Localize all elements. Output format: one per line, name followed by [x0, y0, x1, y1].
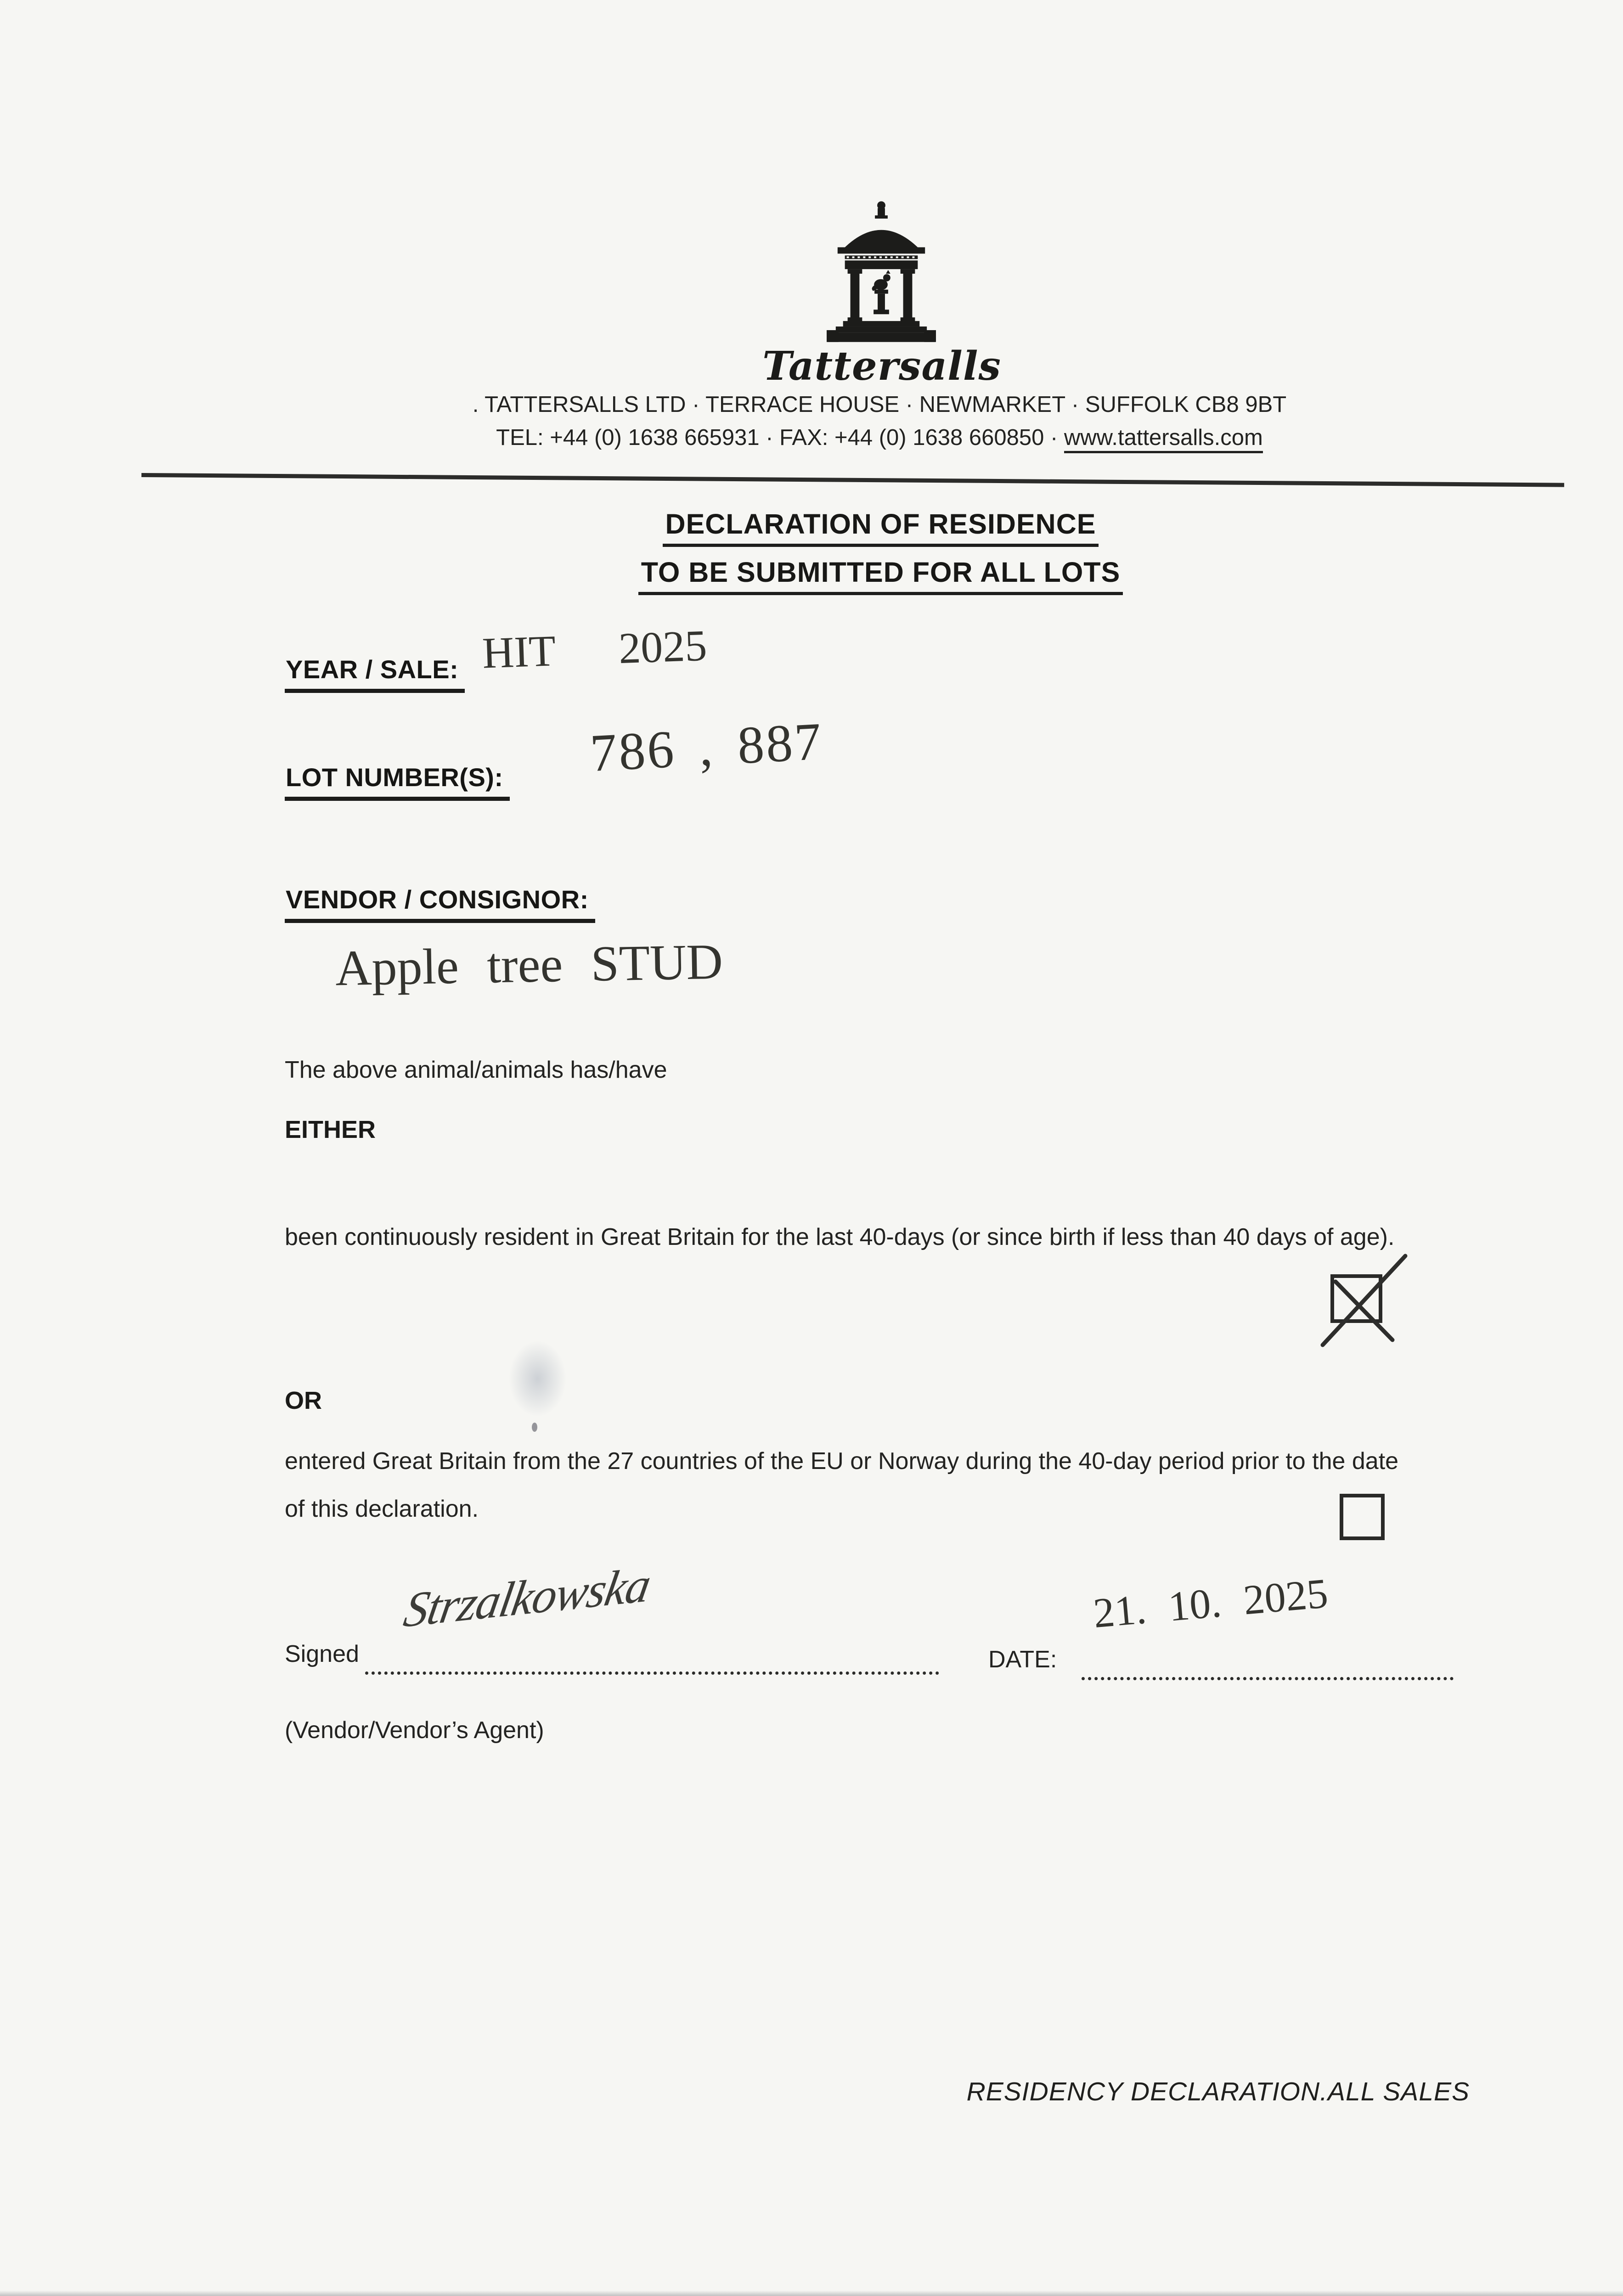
scan-dot — [532, 1423, 537, 1432]
lot-numbers-label: LOT NUMBER(S): — [285, 762, 510, 801]
option2-text: entered Great Britain from the 27 countries of the EU or Norway during the 40-day period prior to the date of this declaration. — [285, 1448, 1399, 1522]
vendor-consignor-value[interactable]: Apple tree STUD — [334, 933, 723, 996]
phone-fax-text: TEL: +44 (0) 1638 665931 · FAX: +44 (0) 1638 660850 · — [496, 425, 1064, 450]
date-label: DATE: — [988, 1646, 1057, 1673]
signed-label: Signed — [285, 1641, 359, 1667]
or-label: OR — [285, 1387, 322, 1414]
scan-bottom-edge — [0, 2290, 1623, 2296]
date-line[interactable] — [1082, 1640, 1454, 1680]
option1-checkbox[interactable] — [1330, 1274, 1382, 1323]
address-line: . TATTERSALLS LTD · TERRACE HOUSE · NEWMARKET · SUFFOLK CB8 9BT — [472, 392, 1287, 417]
vendor-consignor-label: VENDOR / CONSIGNOR: — [285, 884, 595, 923]
horizontal-rule — [141, 473, 1564, 487]
form-title-line2: TO BE SUBMITTED FOR ALL LOTS — [638, 556, 1123, 595]
scan-smudge — [509, 1341, 566, 1417]
document-reference: RESIDENCY DECLARATION.ALL SALES — [966, 2077, 1470, 2106]
form-title — [602, 508, 1160, 604]
year-sale-label: YEAR / SALE: — [285, 654, 465, 693]
contact-line — [420, 423, 1339, 452]
either-label: EITHER — [285, 1116, 376, 1143]
lot-numbers-value[interactable]: 786 , 887 — [588, 712, 824, 783]
year-sale-value[interactable]: HIT 2025 — [481, 620, 708, 678]
date-value[interactable]: 21. 10. 2025 — [1091, 1569, 1330, 1637]
website-link[interactable]: www.tattersalls.com — [1064, 425, 1263, 453]
tattersalls-rotunda-logo — [827, 197, 936, 349]
form-title-line1: DECLARATION OF RESIDENCE — [663, 508, 1099, 547]
intro-text: The above animal/animals has/have — [285, 1057, 667, 1083]
option1-text: been continuously resident in Great Britain for the last 40-days (or since birth if less than 40 days of age). — [285, 1224, 1395, 1250]
brand-script: Tattersalls — [762, 343, 1001, 389]
option2-checkbox[interactable] — [1340, 1494, 1385, 1540]
signature-scribble[interactable]: Strzalkowska — [400, 1557, 654, 1638]
agent-note: (Vendor/Vendor’s Agent) — [285, 1717, 544, 1744]
signed-line[interactable] — [365, 1635, 939, 1675]
